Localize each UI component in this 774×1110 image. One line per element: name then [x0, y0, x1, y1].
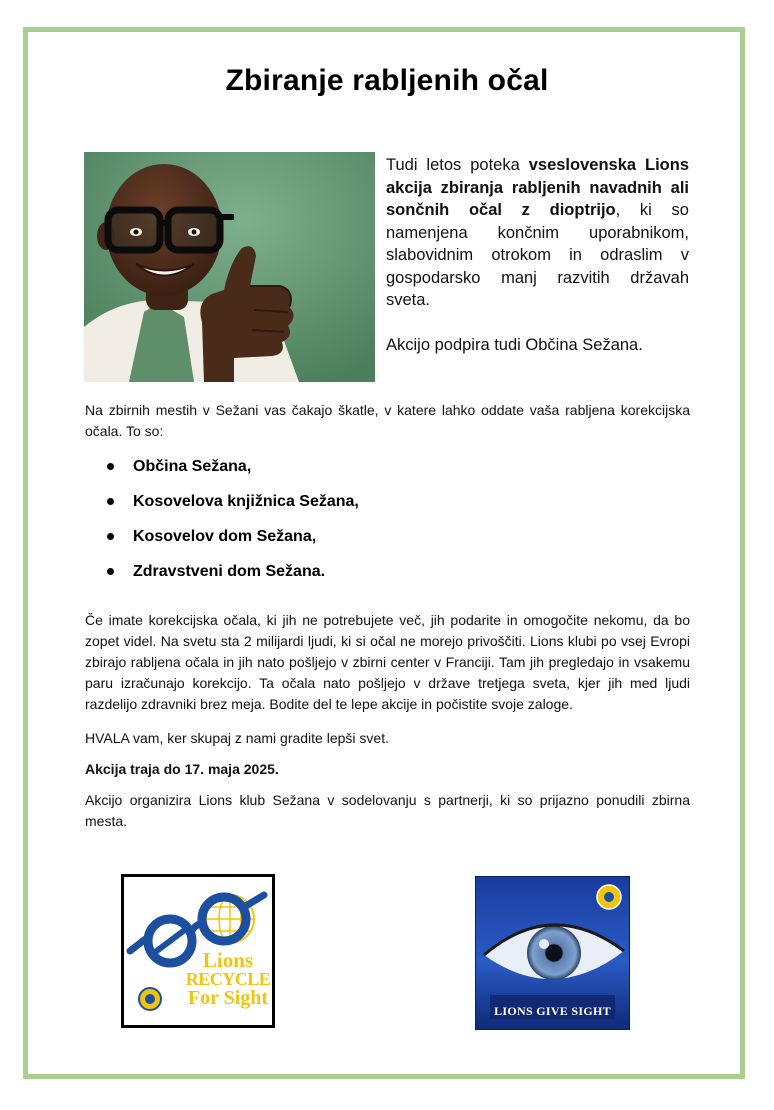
location-list [105, 455, 359, 595]
recycle-logo-text: Lions RECYCLE For Sight [185, 948, 271, 1009]
lions-give-sight-logo [475, 876, 630, 1030]
bullet-icon [107, 533, 114, 540]
list-item: Kosovelov dom Sežana, [105, 525, 359, 560]
page-title: Zbiranje rabljenih očal [225, 64, 549, 97]
list-item: Občina Sežana, [105, 455, 359, 490]
bullet-icon [107, 568, 114, 575]
body-paragraph: Če imate korekcijska očala, ki jih ne potrebujete več, jih podarite in omogočite nekomu, da bo zopet videl. Na svetu sta 2 milijardi ljudi, ki si očal ne morejo privoščiti. Lions klubi po vsej Evropi zbirajo rabljena očala in jih nato pošljejo v zbirni center v Franciji. Tam jih pregledajo in vsakemu paru izračunajo korekcijo. Ta očala nato pošljejo v države tretjega sveta, kjer jih med ljudi razdelijo zdravniki brez meja. Bodite del te lepe akcije in počistite svoje zaloge. [85, 612, 690, 712]
boy-with-glasses-photo [84, 152, 375, 382]
deadline-note: Akcija traja do 17. maja 2025. [85, 761, 279, 777]
lions-recycle-logo [121, 874, 275, 1028]
intro-paragraph: Tudi letos poteka vseslovenska Lions akcija zbiranja rabljenih navadnih ali sončnih očal z dioptrijo, ki so namenjena končnim uporabnikom, slabovidnim otrokom in odraslim v gospodarsko manj razvitih državah sveta. [386, 156, 689, 309]
list-item: Kosovelova knjižnica Sežana, [105, 490, 359, 525]
campaign-name: vseslovenska Lions akcija zbiranja rabljenih navadnih ali sončnih očal z dioptrijo [386, 156, 689, 219]
locations-intro: Na zbirnih mestih v Sežani vas čakajo škatle, v katere lahko oddate vaša rabljena korekcijska očala. To so: [85, 402, 690, 439]
support-note: Akcijo podpira tudi Občina Sežana. [386, 335, 643, 354]
bullet-icon [107, 498, 114, 505]
bullet-icon [107, 463, 114, 470]
thanks-note: HVALA vam, ker skupaj z nami gradite lepši svet. [85, 730, 389, 746]
intro-text [386, 154, 689, 356]
list-item: Zdravstveni dom Sežana. [105, 560, 359, 595]
give-sight-text: LIONS GIVE SIGHT [494, 1004, 611, 1018]
organizer-note: Akcijo organizira Lions klub Sežana v sodelovanju s partnerji, ki so prijazno ponudili zbirna mesta. [85, 792, 690, 829]
